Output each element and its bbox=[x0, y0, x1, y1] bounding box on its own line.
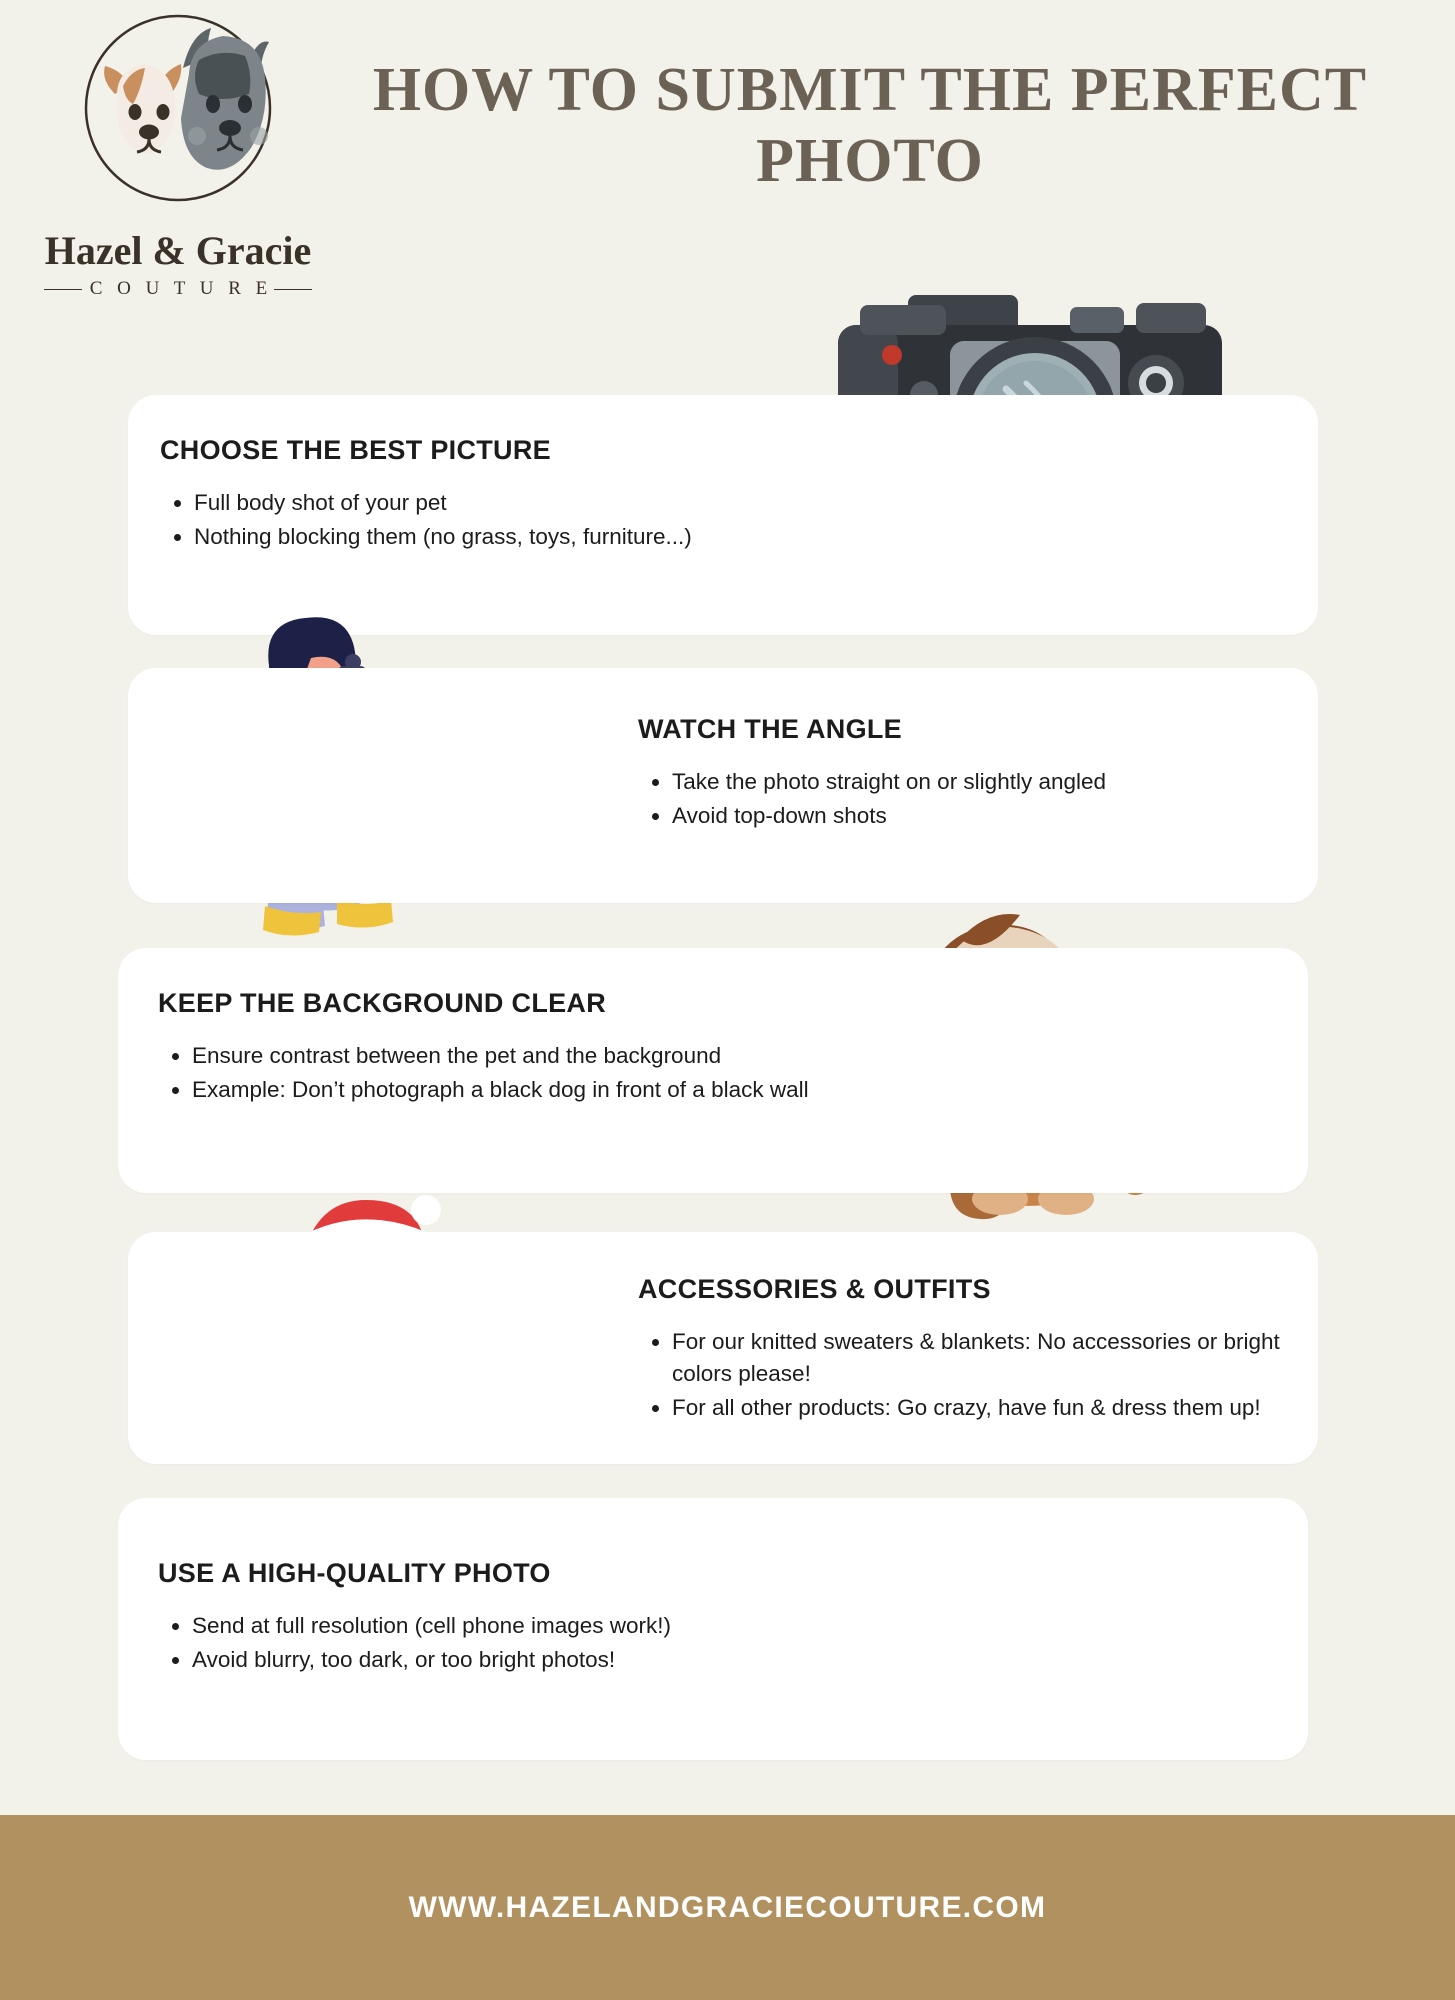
list-item: • Nothing blocking them (no grass, toys, furniture...) bbox=[194, 521, 894, 553]
section-bullets bbox=[158, 1040, 832, 1108]
list-item: • Full body shot of your pet bbox=[194, 487, 894, 519]
page-title: HOW TO SUBMIT THE PERFECT PHOTO bbox=[372, 56, 1368, 196]
page-header bbox=[0, 0, 1455, 300]
brand-subtitle-text: C O U T U R E bbox=[89, 278, 273, 299]
section-title: KEEP THE BACKGROUND CLEAR bbox=[158, 988, 607, 1018]
brand-subtitle bbox=[28, 278, 328, 300]
list-item: • Avoid top-down shots bbox=[672, 800, 1312, 832]
section-card-accessories-and-outfits bbox=[128, 1232, 1318, 1464]
section-bullets bbox=[638, 1326, 1332, 1426]
list-item: • Ensure contrast between the pet and the background bbox=[192, 1040, 832, 1072]
page-footer bbox=[0, 1815, 1455, 2000]
section-title: WATCH THE ANGLE bbox=[638, 714, 902, 744]
section-card-use-a-high-quality-photo bbox=[118, 1498, 1308, 1760]
section-title: USE A HIGH-QUALITY PHOTO bbox=[158, 1558, 551, 1588]
list-item: • Avoid blurry, too dark, or too bright photos! bbox=[192, 1644, 872, 1676]
section-bullets bbox=[158, 1610, 872, 1678]
section-title: CHOOSE THE BEST PICTURE bbox=[160, 435, 551, 465]
section-title: ACCESSORIES & OUTFITS bbox=[638, 1274, 991, 1304]
section-bullets bbox=[160, 487, 894, 555]
brand-logo bbox=[28, 8, 328, 300]
section-card-watch-the-angle bbox=[128, 668, 1318, 903]
list-item: • Send at full resolution (cell phone images work!) bbox=[192, 1610, 872, 1642]
section-card-keep-the-background-clear bbox=[118, 948, 1308, 1193]
list-item: • Example: Don’t photograph a black dog in front of a black wall bbox=[192, 1074, 832, 1106]
section-bullets bbox=[638, 766, 1312, 834]
two-dogs-circle-logo-icon bbox=[71, 8, 286, 223]
list-item: • Take the photo straight on or slightly angled bbox=[672, 766, 1312, 798]
section-card-choose-the-best-picture bbox=[128, 395, 1318, 635]
brand-name: Hazel & Gracie bbox=[44, 228, 312, 273]
list-item: • For all other products: Go crazy, have fun & dress them up! bbox=[672, 1392, 1332, 1424]
list-item: • For our knitted sweaters & blankets: No accessories or bright colors please! bbox=[672, 1326, 1332, 1390]
website-url[interactable]: WWW.HAZELANDGRACIECOUTURE.COM bbox=[408, 1890, 1047, 1924]
